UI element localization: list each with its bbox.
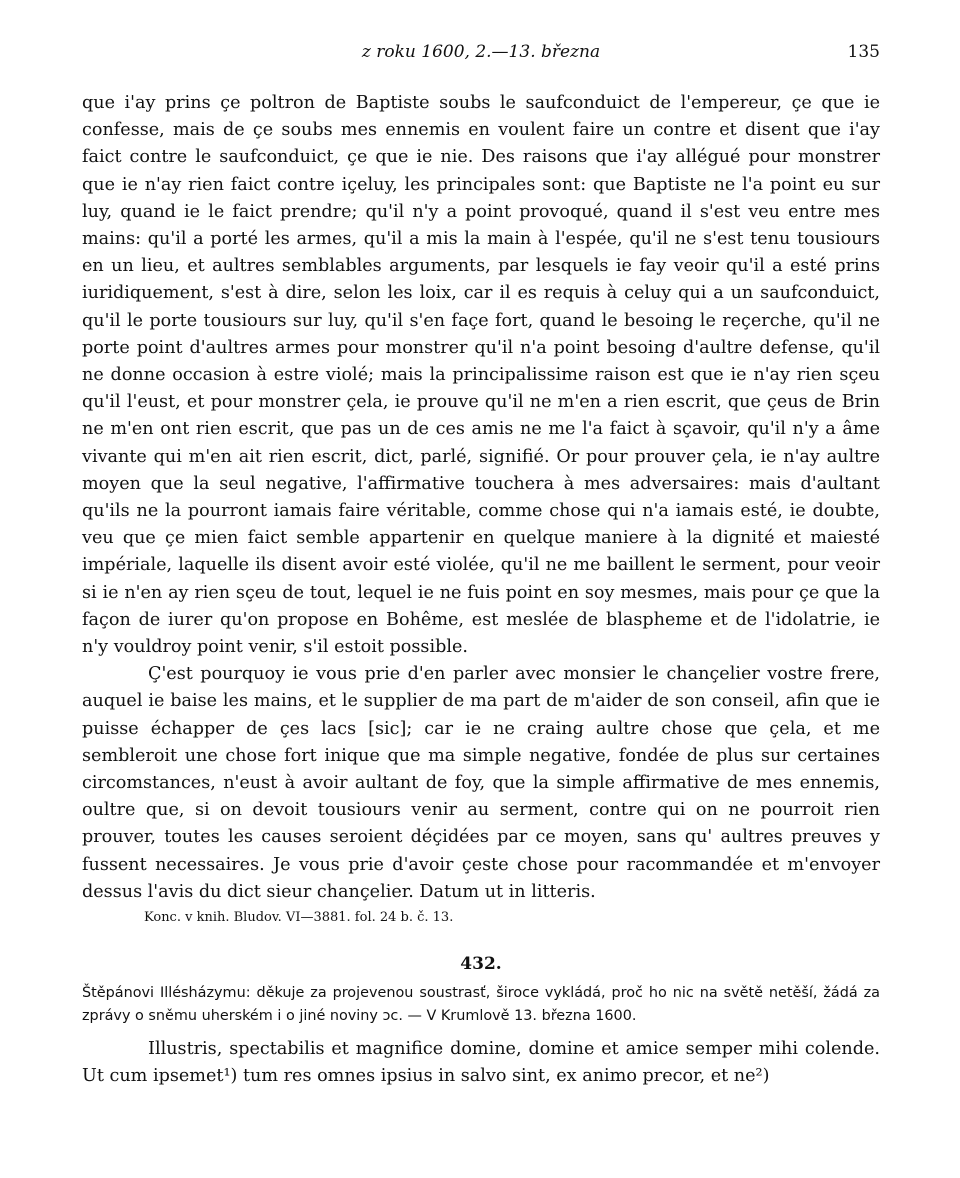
page-number: 135 bbox=[847, 42, 880, 62]
paragraph-1: que i'ay prins çe poltron de Baptiste soubs le saufconduict de l'empereur, çe que ie confesse, mais de çe soubs mes ennemis en voulent faire un contre et disent que i'ay faict contre le saufconduict, çe que ie nie. Des raisons que i'ay allégué pour monstrer que ie n'ay rien faict contre içeluy, les principales sont: que Baptiste ne l'a point eu sur luy, quand ie le faict prendre; qu'il n'y a point provoqué, quand il s'est veu entre mes mains: qu'il a porté les armes, qu'il a mis la main à l'espée, qu'il ne s'est tenu tousiours en un lieu, et aultres semblables arguments, par lesquels ie fay veoir qu'il a esté prins iuridiquement, s'est à dire, selon les loix, car il es requis à celuy qui a un saufconduict, qu'il le porte tousiours sur luy, qu'il s'en façe fort, quand le besoing le reçerche, qu'il ne porte point d'aultres armes pour monstrer qu'il n'a point besoing d'aultre defense, qu'il ne donne occasion à estre violé; mais la principalissime raison est que ie n'ay rien sçeu qu'il l'eust, et pour monstrer çela, ie prouve qu'il ne m'en a rien escrit, que çeus de Brin ne m'en ont rien escrit, que pas un de ces amis ne me l'a faict à sçavoir, qu'il n'y a âme vivante qui m'en ait rien escrit, dict, parlé, signifié. Or pour prouver çela, ie n'ay aultre moyen que la seul negative, l'affirmative touchera à mes adversaires: mais d'aultant qu'ils ne la pourront iamais faire véritable, comme chose qui n'a iamais esté, ie doubte, veu que çe mien faict semble appartenir en quelque maniere à la dignité et maiesté impériale, laquelle ils disent avoir esté violée, qu'il ne me baillent le serment, pour veoir si ie n'en ay rien sçeu de tout, lequel ie ne fuis point en soy mesmes, mais pour çe que la façon de iurer qu'on propose en Bohême, est meslée de blaspheme et de l'idolatrie, ie n'y vouldroy point venir, s'il estoit possible. bbox=[82, 93, 880, 658]
letter-latin-opening: Illustris, spectabilis et magnifice domine, domine et amice semper mihi colende. Ut cum ipsemet¹) tum res omnes ipsius in salvo sint, ex animo precor, et ne²) bbox=[82, 1039, 880, 1087]
paragraph-2: Ç'est pourquoy ie vous prie d'en parler avec monsier le chançelier vostre frere, auquel ie baise les mains, et le supplier de ma part de m'aider de son conseil, afin que ie puisse échapper de çes lacs [sic]; car ie ne craing aultre chose que çela, et me sembleroit une chose fort inique que ma simple negative, fondée de plus sur certaines circomstances, n'eust à avoir aultant de foy, que la simple affirmative de mes ennemis, oultre que, si on devoit tousiours venir au serment, contre qui on ne pourroit rien prouver, toutes les causes seroient déçidées par ce moyen, sans qu' aultres preuves y fussent necessaires. Je vous prie d'avoir çeste chose pour racommandée et m'envoyer dessus l'avis du dict sieur chançelier. Datum ut in litteris. bbox=[82, 664, 880, 902]
document-page bbox=[82, 40, 880, 1091]
letter-regest: Štěpánovi Illésházymu: děkuje za projevenou soustrasť, široce vykládá, proč ho nic na světě netěší, žádá za zprávy o sněmu uherském i o jiné noviny ɔc. — V Krumlově 13. března 1600. bbox=[82, 985, 880, 1025]
running-title: z roku 1600, 2.—13. března bbox=[361, 42, 601, 62]
body-text bbox=[82, 90, 880, 906]
running-header bbox=[82, 40, 880, 70]
source-note: Konc. v knih. Bludov. VI—3881. fol. 24 b. č. 13. bbox=[144, 910, 454, 926]
letter-number: 432. bbox=[460, 954, 502, 975]
